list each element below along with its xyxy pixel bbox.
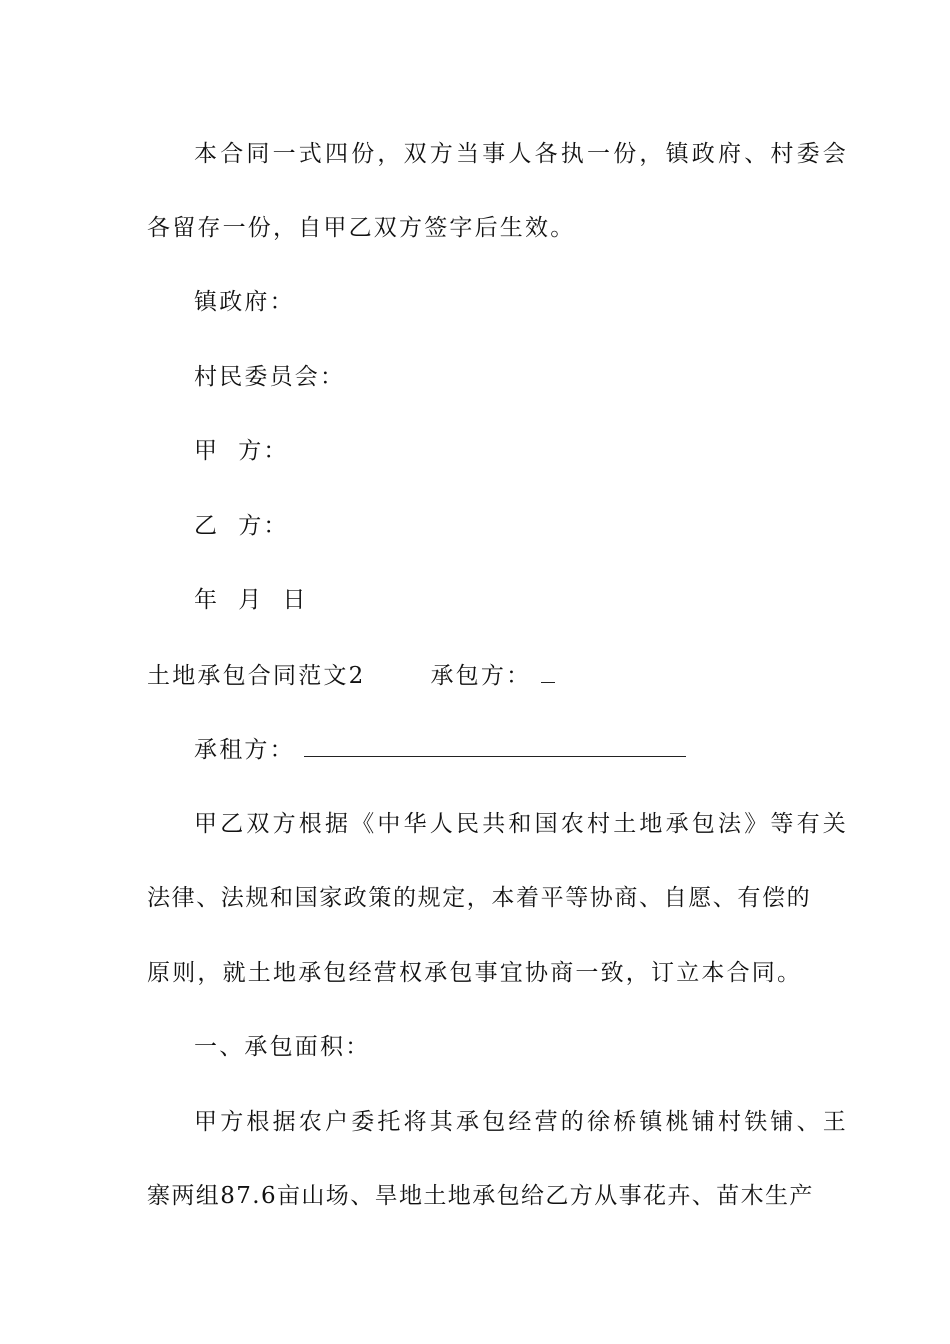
section-heading: 一、承包面积：	[194, 1034, 371, 1060]
contract-title: 土地承包合同范文2	[147, 663, 366, 689]
contractor-blank	[541, 660, 555, 683]
signature-town-government: 镇政府：	[194, 289, 295, 315]
paragraph-line: 甲乙双方根据《中华人民共和国农村土地承包法》等有关	[194, 811, 849, 837]
paragraph-line: 甲方根据农户委托将其承包经营的徐桥镇桃铺村铁铺、王	[194, 1109, 849, 1135]
signature-village-committee: 村民委员会：	[194, 364, 346, 390]
signature-party-b: 乙 方：	[194, 513, 289, 539]
contractor-label: 承包方：	[430, 663, 532, 689]
lessee-label: 承租方：	[194, 737, 295, 763]
paragraph-line: 法律、法规和国家政策的规定，本着平等协商、自愿、有偿的	[147, 885, 812, 911]
lessee-blank	[304, 734, 686, 757]
paragraph-line: 原则，就土地承包经营权承包事宜协商一致，订立本合同。	[147, 960, 803, 986]
paragraph-line: 各留存一份，自甲乙双方签字后生效。	[147, 215, 576, 241]
lessee-row	[194, 734, 854, 765]
paragraph-line: 本合同一式四份，双方当事人各执一份，镇政府、村委会	[194, 141, 849, 167]
signature-party-a: 甲 方：	[194, 438, 289, 464]
paragraph-line: 寨两组87.6亩山场、旱地土地承包给乙方从事花卉、苗木生产	[147, 1183, 814, 1209]
contract-heading-row	[147, 660, 807, 691]
signature-date: 年 月 日	[194, 587, 308, 613]
